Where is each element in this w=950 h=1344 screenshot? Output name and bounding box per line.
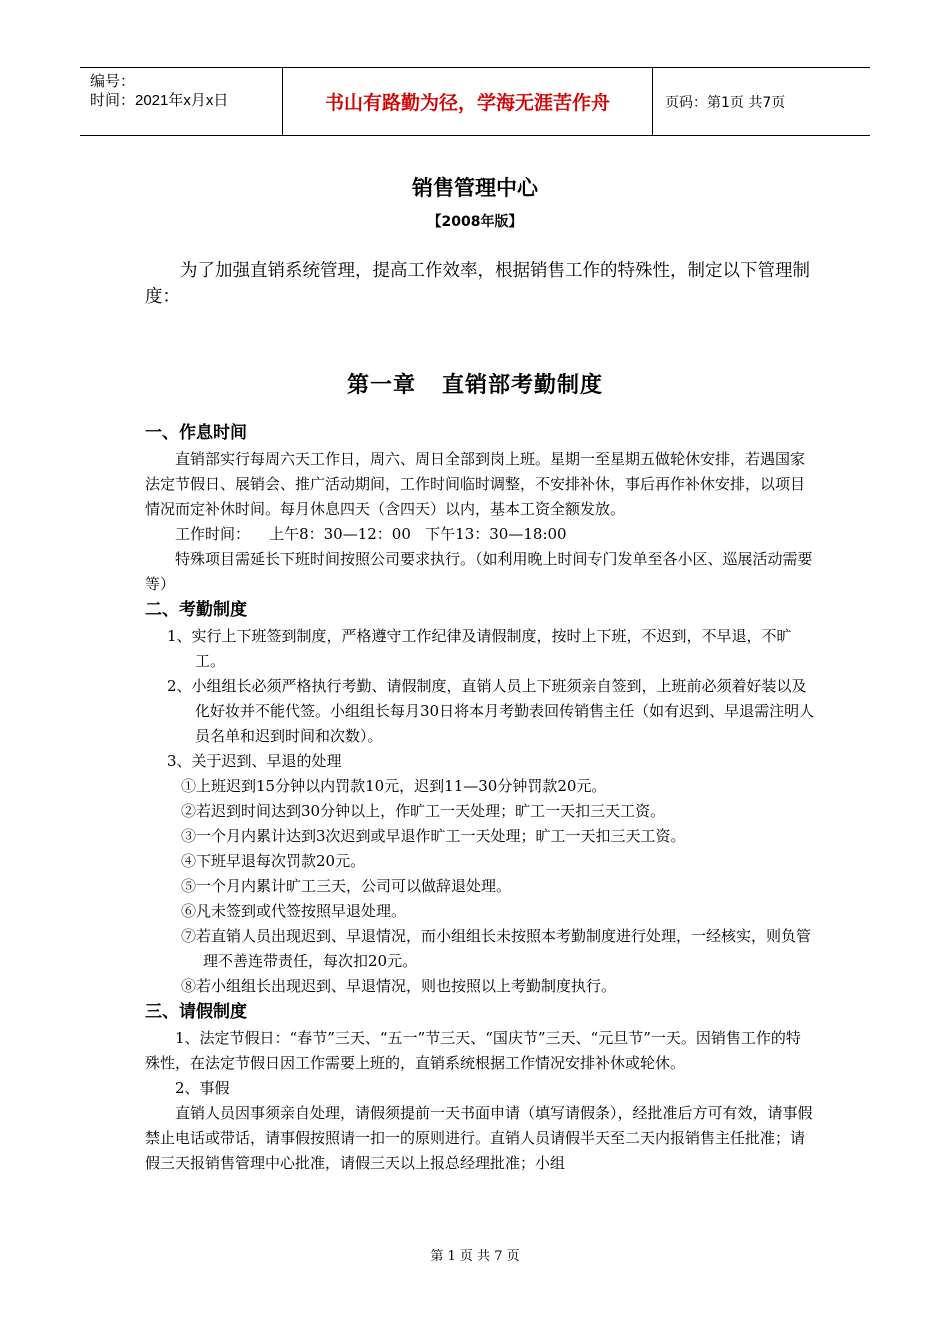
header-slogan: 书山有路勤为径，学海无涯苦作舟: [283, 68, 653, 135]
rule-item: ⑥凡未签到或代签按照早退处理。: [181, 902, 407, 920]
intro-paragraph: 为了加强直销系统管理，提高工作效率，根据销售工作的特殊性，制定以下管理制度：: [145, 261, 810, 307]
document-title: 销售管理中心: [412, 176, 538, 200]
chapter-title: 直销部考勤制度: [442, 373, 604, 398]
rule-item: ②若迟到时间达到30分钟以上，作旷工一天处理；旷工一天扣三天工资。: [181, 802, 666, 820]
section-heading-work-hours: 一、作息时间: [145, 423, 247, 443]
paragraph: 直销人员因事须亲自处理，请假须提前一天书面申请（填写请假条），经批准后方可有效，请事假禁止电话或带话，请事假按照请一扣一的原则进行。直销人员请假半天至二天内报销售主任批准；请假三天报销售管理中心批准，请假三天以上报总经理批准；小组: [145, 1104, 813, 1172]
document-edition: 【2008年版】: [427, 214, 523, 230]
rule-item: ⑤一个月内累计旷工三天，公司可以做辞退处理。: [181, 877, 512, 895]
rule-item: ③一个月内累计达到3次迟到或早退作旷工一天处理；旷工一天扣三天工资。: [181, 827, 686, 845]
header-page-label: 页码：第1页 共7页: [665, 94, 786, 111]
document-header: [80, 67, 870, 136]
rule-item: ④下班早退每次罚款20元。: [181, 852, 366, 870]
rule-item: ①上班迟到15分钟以内罚款10元，迟到11—30分钟罚款20元。: [181, 777, 607, 795]
paragraph: 特殊项目需延长下班时间按照公司要求执行。（如利用晚上时间专门发单至各小区、巡展活动需要等）: [145, 550, 813, 593]
section-heading-leave: 三、请假制度: [145, 1002, 247, 1022]
time-label: 时间：2021年x月x日: [90, 92, 229, 109]
paragraph: 2、事假: [175, 1079, 230, 1097]
rule-item: ⑦若直销人员出现迟到、早退情况，而小组组长未按照本考勤制度进行处理，一经核实，则负管理不善连带责任，每次扣20元。: [181, 927, 812, 970]
work-time-line: 工作时间： 上午8：30—12：00 下午13：30—18:00: [175, 525, 567, 543]
document-body: [145, 420, 815, 1176]
list-item: 2、小组组长必须严格执行考勤、请假制度，直销人员上下班须亲自签到，上班前必须着好装以及化好妆并不能代签。小组组长每月30日将本月考勤表回传销售主任（如有迟到、早退需注明人员名单和迟到时间和次数）。: [167, 677, 815, 745]
chapter-number: 第一章: [346, 373, 416, 398]
paragraph: 直销部实行每周六天工作日，周六、周日全部到岗上班。星期一至星期五做轮休安排，若遇国家法定节假日、展销会、推广活动期间，工作时间临时调整，不安排补休，事后再作补休安排，以项目情况而定补休时间。每月休息四天（含四天）以内，基本工资全额发放。: [145, 450, 806, 518]
paragraph: 1、法定节假日：“春节”三天、“五一”节三天、“国庆节”三天、“元旦节”一天。因销售工作的特殊性，在法定节假日因工作需要上班的，直销系统根据工作情况安排补休或轮休。: [145, 1029, 801, 1072]
chapter-heading: [0, 368, 950, 399]
list-item: 1、实行上下班签到制度，严格遵守工作纪律及请假制度，按时上下班，不迟到，不早退，不旷工。: [167, 627, 792, 670]
header-meta: [80, 68, 283, 135]
rule-item: ⑧若小组组长出现迟到、早退情况，则也按照以上考勤制度执行。: [181, 977, 617, 995]
number-label: 编号：: [90, 73, 136, 90]
section-heading-attendance: 二、考勤制度: [145, 600, 247, 620]
list-item: 3、关于迟到、早退的处理: [167, 752, 342, 770]
page-number: 第 1 页 共 7 页: [430, 1249, 520, 1264]
